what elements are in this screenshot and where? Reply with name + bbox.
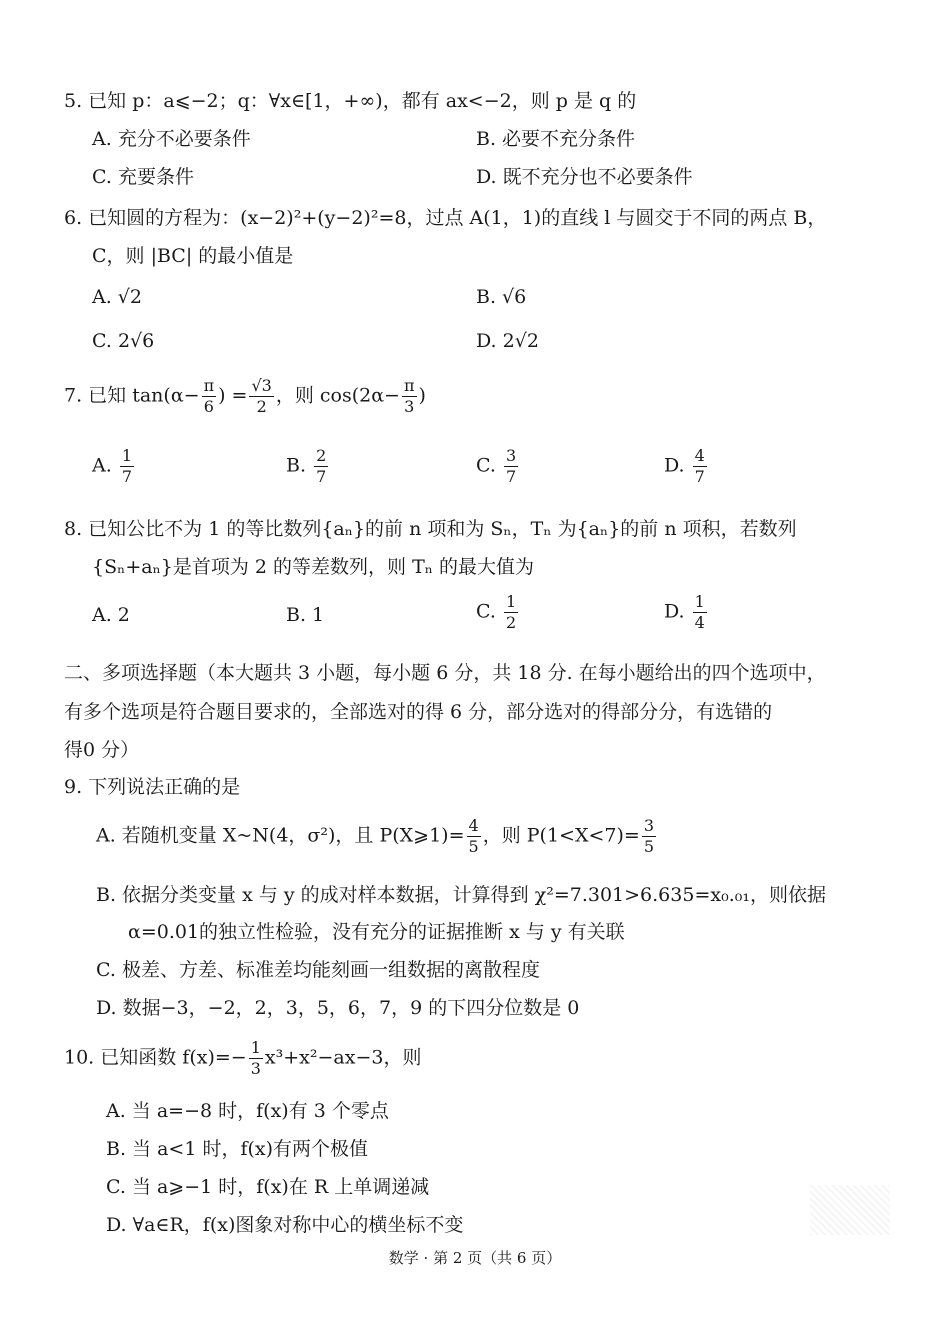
q10-option-a: A. 当 a=−8 时，f(x)有 3 个零点 — [106, 1100, 389, 1122]
option-label: D. — [664, 600, 685, 623]
q7-option-c — [476, 448, 520, 485]
option-frac — [120, 448, 134, 485]
q9-option-a — [96, 818, 658, 855]
frac-num: 1 — [250, 1038, 261, 1057]
q10-option-c: C. 当 a⩾−1 时，f(x)在 R 上单调递减 — [106, 1176, 430, 1198]
option-frac — [693, 448, 707, 485]
q6-option-a: A. √2 — [92, 286, 142, 308]
q8-stem-line2: {Sₙ+aₙ}是首项为 2 的等差数列，则 Tₙ 的最大值为 — [92, 556, 535, 578]
page-footer: 数学 · 第 2 页（共 6 页） — [388, 1249, 562, 1267]
stem-text: x³+x²−ax−3，则 — [264, 1046, 422, 1069]
q10-option-d: D. ∀a∈R，f(x)图象对称中心的横坐标不变 — [106, 1214, 464, 1236]
frac-den: 7 — [505, 467, 517, 486]
frac-num: 1 — [121, 446, 132, 465]
q8-option-d — [664, 594, 709, 631]
frac-num: 2 — [316, 446, 327, 465]
stem-frac — [249, 1040, 263, 1077]
q6-option-c: C. 2√6 — [92, 330, 155, 352]
q7-pi-over-6 — [202, 378, 217, 415]
frac-num: 1 — [505, 592, 517, 611]
section2-heading-line3: 得0 分） — [64, 739, 140, 761]
section2-heading-line2: 有多个选项是符合题目要求的，全部选对的得 6 分，部分选对的得部分分，有选错的 — [64, 701, 773, 723]
frac-num: 1 — [694, 592, 705, 611]
q8-stem-line1: 8. 已知公比不为 1 的等比数列{aₙ}的前 n 项和为 Sₙ，Tₙ 为{aₙ}的前 n 项积，若数列 — [64, 518, 797, 540]
frac-den: 3 — [250, 1059, 261, 1078]
q6-option-b: B. √6 — [476, 286, 527, 308]
q7-eq: ) = — [218, 384, 248, 407]
q9-option-d: D. 数据−3，−2，2，3，5，6，7，9 的下四分位数是 0 — [96, 997, 580, 1019]
q9-stem: 9. 下列说法正确的是 — [64, 776, 241, 798]
frac-den: 7 — [121, 467, 132, 486]
section2-heading-line1: 二、多项选择题（本大题共 3 小题，每小题 6 分，共 18 分. 在每小题给出的四个选项中， — [64, 662, 826, 684]
q8-option-c — [476, 594, 520, 631]
q10-option-b: B. 当 a<1 时，f(x)有两个极值 — [106, 1138, 369, 1160]
stem-text: 10. 已知函数 f(x)=− — [64, 1046, 247, 1069]
option-frac — [642, 818, 656, 855]
option-text: A. 若随机变量 X~N(4，σ²)，且 P(X⩾1)= — [96, 824, 465, 847]
q7-sqrt3-over-2 — [249, 378, 273, 415]
frac-den: 3 — [404, 397, 415, 416]
frac-den: 6 — [203, 397, 214, 416]
option-frac — [504, 594, 518, 631]
frac-den: 5 — [643, 837, 655, 856]
q7-num: 7. 已知 tan — [64, 384, 164, 407]
scan-noise — [810, 1185, 890, 1235]
frac-num: 4 — [468, 816, 479, 835]
q9-option-b-line1: B. 依据分类变量 x 与 y 的成对样本数据，计算得到 χ²=7.301>6.635=x₀.₀₁，则依据 — [96, 884, 826, 906]
frac-den: 2 — [256, 397, 267, 416]
q7-part2: ，则 cos(2α− — [275, 384, 400, 407]
q7-stem — [64, 378, 426, 415]
frac-den: 7 — [316, 467, 327, 486]
option-label: C. — [476, 454, 496, 477]
q5-stem: 5. 已知 p：a⩽−2；q：∀x∈[1，+∞)，都有 ax<−2，则 p 是 q 的 — [64, 90, 637, 112]
option-frac — [314, 448, 328, 485]
frac-den: 7 — [694, 467, 705, 486]
q5-option-c: C. 充要条件 — [92, 166, 194, 188]
q7-option-a — [92, 448, 136, 485]
q5-option-a: A. 充分不必要条件 — [92, 128, 251, 150]
frac-num: π — [403, 376, 415, 395]
q10-stem — [64, 1040, 421, 1077]
frac-num: 3 — [505, 446, 517, 465]
option-text: ，则 P(1<X<7)= — [482, 824, 640, 847]
option-label: B. — [286, 454, 307, 477]
frac-den: 5 — [468, 837, 479, 856]
frac-num: √3 — [251, 376, 272, 395]
q7-close: ) — [418, 384, 426, 407]
q9-option-c: C. 极差、方差、标准差均能刻画一组数据的离散程度 — [96, 959, 540, 981]
q8-option-a: A. 2 — [92, 604, 130, 626]
q8-option-b: B. 1 — [286, 604, 325, 626]
option-frac — [467, 818, 481, 855]
q9-option-b-line2: α=0.01的独立性检验，没有充分的证据推断 x 与 y 有关联 — [128, 921, 625, 943]
frac-num: 3 — [643, 816, 655, 835]
q7-part1: (α− — [163, 384, 200, 407]
option-frac — [693, 594, 707, 631]
frac-den: 4 — [694, 613, 705, 632]
option-label: A. — [92, 454, 112, 477]
q5-option-b: B. 必要不充分条件 — [476, 128, 636, 150]
option-frac — [504, 448, 518, 485]
q6-option-d: D. 2√2 — [476, 330, 539, 352]
frac-num: 4 — [694, 446, 705, 465]
option-label: C. — [476, 600, 496, 623]
q7-option-d — [664, 448, 709, 485]
q7-pi-over-3 — [402, 378, 417, 415]
q6-stem-line2: C，则 |BC| 的最小值是 — [92, 245, 294, 267]
option-label: D. — [664, 454, 685, 477]
q6-stem-line1: 6. 已知圆的方程为：(x−2)²+(y−2)²=8，过点 A(1，1)的直线 l 与圆交于不同的两点 B， — [64, 207, 827, 229]
frac-num: π — [203, 376, 215, 395]
q5-option-d: D. 既不充分也不必要条件 — [476, 166, 693, 188]
frac-den: 2 — [505, 613, 517, 632]
q7-option-b — [286, 448, 330, 485]
